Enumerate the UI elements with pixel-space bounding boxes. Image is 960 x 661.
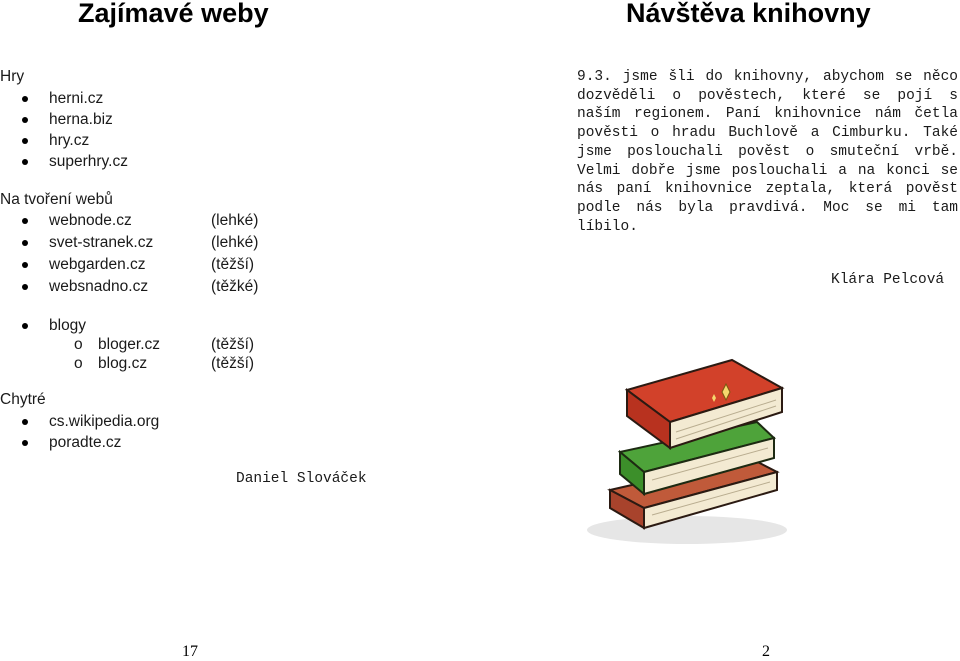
site-name: blog.cz <box>98 355 148 372</box>
section-heading-chytre: Chytré <box>0 391 46 408</box>
section-heading-hry: Hry <box>0 68 25 85</box>
left-page-title: Zajímavé weby <box>78 0 269 28</box>
site-name: bloger.cz <box>98 336 161 353</box>
site-name: webnode.cz <box>49 212 132 229</box>
bullet-icon <box>22 262 28 268</box>
sub-bullet-icon: o <box>74 336 83 353</box>
difficulty-note: (těžší) <box>211 256 255 273</box>
section-heading-tvoreni: Na tvoření webů <box>0 191 113 208</box>
article-text: 9.3. jsme šli do knihovny, abychom se něco dozvěděli o pověstech, které se pojí s naším regionem. Paní knihovnice nám četla pověsti o hradu Buchlově a Cimburku. Také jsme poslouchali pověst o smuteční vrbě. Velmi dobře jsme poslouchali a na konci se nás paní knihovnice zeptala, která pověst podle nás byla pravdivá. Moc se mi tam líbilo. <box>577 69 958 235</box>
bullet-icon <box>22 218 28 224</box>
site-name: poradte.cz <box>49 434 122 451</box>
site-name: websnadno.cz <box>49 278 149 295</box>
site-name: herni.cz <box>49 90 104 107</box>
sub-bullet-icon: o <box>74 355 83 372</box>
left-page-number: 17 <box>182 643 198 660</box>
right-page-title: Návštěva knihovny <box>626 0 871 28</box>
difficulty-note: (těžší) <box>211 355 255 372</box>
bullet-icon <box>22 323 28 329</box>
difficulty-note: (lehké) <box>211 234 259 251</box>
bullet-icon <box>22 419 28 425</box>
bullet-icon <box>22 138 28 144</box>
difficulty-note: (lehké) <box>211 212 259 229</box>
shadow-shape <box>587 516 787 544</box>
site-name: webgarden.cz <box>49 256 146 273</box>
bullet-icon <box>22 240 28 246</box>
site-name: cs.wikipedia.org <box>49 413 160 430</box>
blogy-label: blogy <box>49 317 87 334</box>
bullet-icon <box>22 117 28 123</box>
bullet-icon <box>22 284 28 290</box>
difficulty-note: (těžší) <box>211 336 255 353</box>
bullet-icon <box>22 96 28 102</box>
left-author: Daniel Slováček <box>236 471 367 487</box>
difficulty-note: (těžké) <box>211 278 259 295</box>
site-name: hry.cz <box>49 132 90 149</box>
right-page-number: 2 <box>762 643 770 660</box>
site-name: svet-stranek.cz <box>49 234 154 251</box>
right-author: Klára Pelcová <box>831 272 945 288</box>
stack-of-books-illustration <box>572 340 794 552</box>
site-name: herna.biz <box>49 111 113 128</box>
bullet-icon <box>22 440 28 446</box>
bullet-icon <box>22 159 28 165</box>
site-name: superhry.cz <box>49 153 128 170</box>
